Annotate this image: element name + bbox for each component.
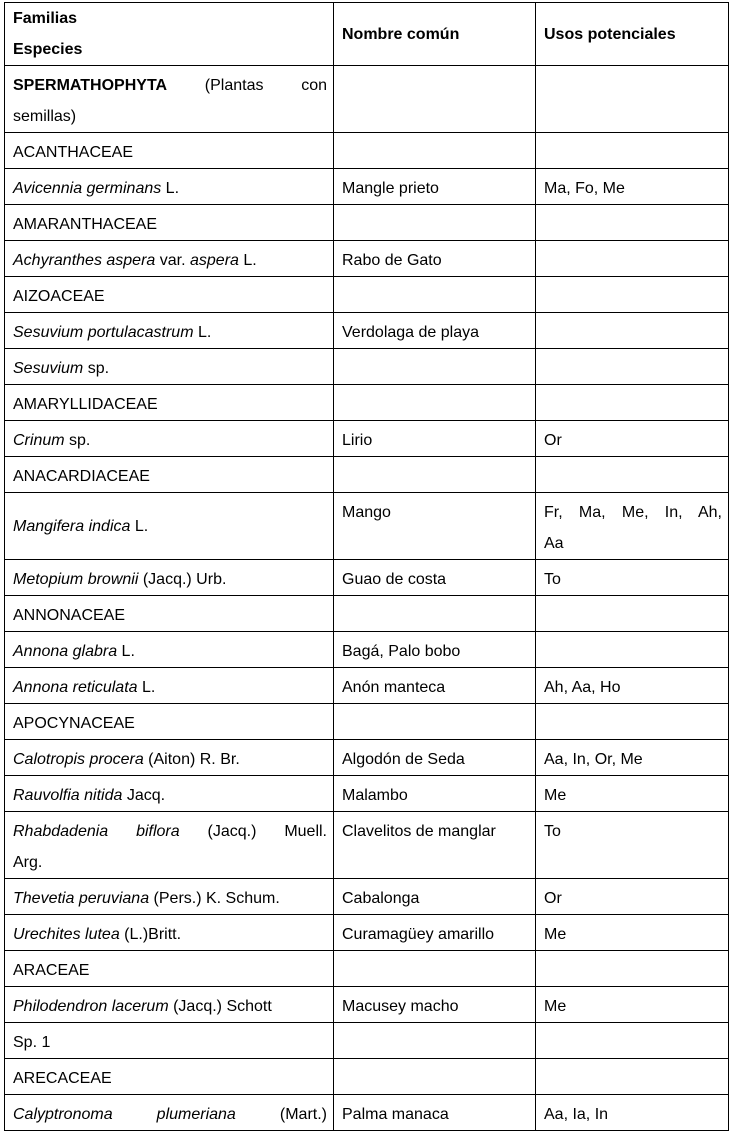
table-row [5,349,729,385]
species-cell [5,987,334,1023]
common-name-cell [334,493,536,560]
uses-value: To [544,823,561,840]
author-name: (Jacq.) Urb. [138,571,227,588]
common-name: Palma manaca [342,1106,449,1123]
scientific-name: Thevetia peruviana [13,890,150,907]
common-name: Cabalonga [342,890,420,907]
family-row [5,951,729,987]
author-name: L. [238,252,257,269]
scientific-name: Crinum [13,432,65,449]
author-name: (Mart.) [279,1106,327,1123]
species-cell [5,915,334,951]
species-cell [5,951,334,987]
uses-line: Aa [544,535,564,552]
common-name: Mangle prieto [342,180,439,197]
common-name-cell [334,421,536,457]
author-name: (Aiton) R. Br. [143,751,240,768]
common-name-cell [334,385,536,421]
uses-value: To [544,571,561,588]
species-line [13,245,327,276]
species-cell [5,349,334,385]
uses-value: Me [544,926,567,943]
species-cell [5,704,334,740]
table-row [5,1095,729,1131]
table-row [5,241,729,277]
common-name: Macusey macho [342,998,459,1015]
uses-cell [536,776,729,812]
species-cell [5,205,334,241]
uses-value: Or [544,432,562,449]
author-name: L. [137,679,156,696]
scientific-name: aspera [190,252,239,269]
uses-value: Or [544,890,562,907]
common-name-cell [334,812,536,879]
uses-cell [536,596,729,632]
uses-value: Ma, Fo, Me [544,180,625,197]
common-name: Mango [342,504,391,521]
family-row [5,457,729,493]
table-row [5,915,729,951]
uses-cell [536,668,729,704]
species-cell [5,632,334,668]
table-row [5,421,729,457]
common-name: Anón manteca [342,679,446,696]
common-name-cell [334,560,536,596]
species-cell [5,133,334,169]
species-cell [5,169,334,205]
common-name: Malambo [342,787,408,804]
uses-cell [536,493,729,560]
common-name: Bagá, Palo bobo [342,643,461,660]
uses-cell [536,812,729,879]
species-line [13,353,327,384]
family-name: AIZOACEAE [13,288,105,305]
uses-cell [536,987,729,1023]
division-cell [5,66,334,133]
header-usos-potenciales: Usos potenciales [536,3,729,66]
uses-cell [536,457,729,493]
table-row [5,493,729,560]
species-line [13,744,327,775]
common-name: Clavelitos de manglar [342,823,496,840]
division-desc-cont: semillas) [13,108,77,125]
uses-cell [536,313,729,349]
family-row [5,133,729,169]
scientific-name: Metopium brownii [13,571,139,588]
species-line [13,564,327,595]
species-cell [5,879,334,915]
family-name: ANACARDIACEAE [13,468,150,485]
family-name: ARACEAE [13,962,90,979]
species-line [13,991,327,1022]
table-row [5,632,729,668]
common-name-cell [334,457,536,493]
species-line [13,317,327,348]
common-name-cell [334,987,536,1023]
family-name: ANNONACEAE [13,607,126,624]
species-cell [5,313,334,349]
empty-cell [334,66,536,133]
table-row [5,560,729,596]
scientific-name: Annona reticulata [13,679,138,696]
family-name: AMARYLLIDACEAE [13,396,158,413]
common-name-cell [334,879,536,915]
common-name-cell [334,776,536,812]
common-name-cell [334,1059,536,1095]
uses-cell [536,740,729,776]
family-row [5,385,729,421]
author-name: (L.)Britt. [119,926,182,943]
common-name-cell [334,205,536,241]
table-row [5,776,729,812]
scientific-name: Rhabdadenia biflora [13,823,180,840]
uses-cell [536,1059,729,1095]
header-especies: Especies [13,41,83,58]
common-name-cell [334,241,536,277]
uses-value: Aa, Ia, In [544,1106,609,1123]
uses-cell [536,349,729,385]
author-name: sp. [83,360,110,377]
family-row [5,704,729,740]
species-cell [5,457,334,493]
common-name-cell [334,668,536,704]
uses-cell [536,879,729,915]
common-name-cell [334,1023,536,1059]
species-cell [5,812,334,879]
uses-value: Aa, In, Or, Me [544,751,643,768]
division-name: SPERMATHOPHYTA [13,77,168,94]
common-name: Curamagüey amarillo [342,926,495,943]
uses-cell [536,704,729,740]
species-table [4,2,729,1131]
scientific-name: Achyranthes aspera [13,252,156,269]
author-name: L. [161,180,180,197]
common-name: Verdolaga de playa [342,324,479,341]
common-name: Guao de costa [342,571,447,588]
uses-cell [536,421,729,457]
scientific-name: Rauvolfia nitida [13,787,123,804]
author-name: Jacq. [122,787,166,804]
table-row [5,668,729,704]
species-line [13,425,327,456]
division-line1 [13,70,327,101]
family-row [5,205,729,241]
header-familias: Familias [13,10,78,27]
species-cell [5,1059,334,1095]
family-row [5,277,729,313]
scientific-name: Mangifera indica [13,517,131,535]
common-name: Lirio [342,432,373,449]
scientific-name: Sesuvium [13,360,84,377]
table-row [5,169,729,205]
common-name-cell [334,1095,536,1131]
uses-value: Me [544,787,567,804]
common-name-cell [334,277,536,313]
empty-cell [536,66,729,133]
species-line [13,1099,327,1130]
common-name-cell [334,951,536,987]
uses-cell [536,241,729,277]
common-name-cell [334,740,536,776]
uses-cell [536,133,729,169]
author-name: L. [117,643,135,660]
uses-cell [536,169,729,205]
uses-cell [536,277,729,313]
table-row [5,740,729,776]
species-cell [5,241,334,277]
species-cell [5,385,334,421]
common-name: Algodón de Seda [342,751,465,768]
species-cell [5,1095,334,1131]
uses-cell [536,951,729,987]
uses-line: Fr, Ma, Me, In, Ah, [544,504,722,521]
uses-value: Me [544,998,567,1015]
table-row [5,313,729,349]
uses-cell [536,632,729,668]
family-name: ACANTHACEAE [13,144,134,161]
species-cell [5,596,334,632]
species-cell [5,1023,334,1059]
species-line [13,919,327,950]
common-name-cell [334,596,536,632]
table-row [5,987,729,1023]
author-name: L. [130,517,149,535]
table-row [5,1023,729,1059]
common-name-cell [334,915,536,951]
header-nombre-comun: Nombre común [334,3,536,66]
species-cell [5,740,334,776]
scientific-name: Annona glabra [13,643,118,660]
uses-cell [536,560,729,596]
species-line [13,636,327,667]
scientific-name: Philodendron lacerum [13,998,169,1015]
author-name: (Jacq.) Muell. [207,823,328,840]
family-name: APOCYNACEAE [13,715,135,732]
author-name: (Pers.) K. Schum. [149,890,280,907]
species-line [13,511,327,542]
species-cell [5,776,334,812]
common-name-cell [334,349,536,385]
author-name: (Jacq.) Schott [168,998,272,1015]
uses-cell [536,1095,729,1131]
species-cell [5,668,334,704]
division-desc: (Plantas con [204,77,327,94]
common-name-cell [334,133,536,169]
family-row [5,596,729,632]
species-cell [5,493,334,560]
scientific-name: Calotropis procera [13,751,144,768]
uses-cell [536,205,729,241]
species-cell [5,560,334,596]
species-line [13,816,327,847]
table-header-row [5,3,729,66]
uses-cell [536,915,729,951]
species-line [13,780,327,811]
scientific-name: Urechites lutea [13,926,120,943]
author-name: L. [193,324,212,341]
family-name: AMARANTHACEAE [13,216,158,233]
uses-cell [536,385,729,421]
uses-cell [536,1023,729,1059]
species-line [13,883,327,914]
common-name-cell [334,169,536,205]
header-familias-especies [5,3,334,66]
author-name: var. [155,252,190,269]
common-name-cell [334,704,536,740]
species-line [13,672,327,703]
division-row [5,66,729,133]
family-name: ARECACEAE [13,1070,112,1087]
author-name-cont: Arg. [13,854,43,871]
common-name-cell [334,313,536,349]
species-cell [5,421,334,457]
species-line [13,173,327,204]
common-name: Rabo de Gato [342,252,442,269]
family-row [5,1059,729,1095]
table-row [5,879,729,915]
species-cell [5,277,334,313]
scientific-name: Avicennia germinans [13,180,162,197]
species-label: Sp. 1 [13,1034,51,1051]
scientific-name: Calyptronoma plumeriana [13,1106,236,1123]
author-name: sp. [64,432,91,449]
table-row [5,812,729,879]
scientific-name: Sesuvium portulacastrum [13,324,194,341]
common-name-cell [334,632,536,668]
uses-value: Ah, Aa, Ho [544,679,621,696]
